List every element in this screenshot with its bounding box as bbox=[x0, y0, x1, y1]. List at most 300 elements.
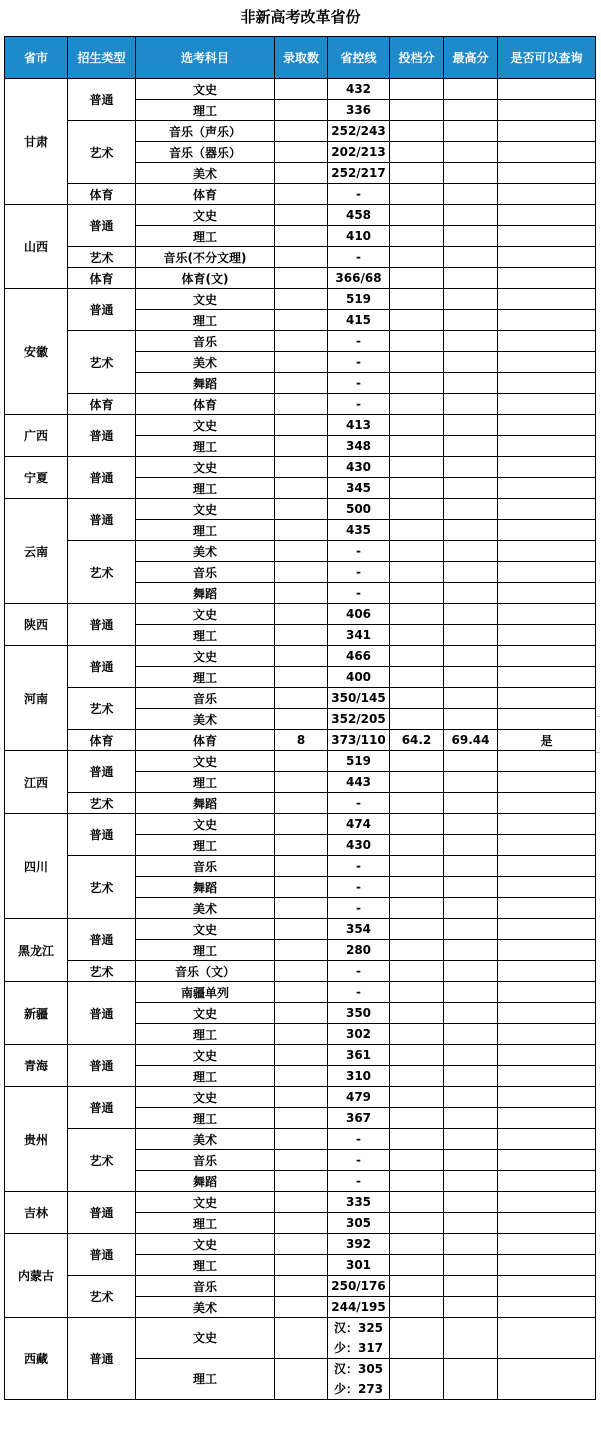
subject-cell: 文史 bbox=[136, 814, 275, 835]
filing-score-cell bbox=[390, 814, 444, 835]
queryable-cell bbox=[498, 835, 596, 856]
subject-cell: 体育 bbox=[136, 184, 275, 205]
table-row bbox=[5, 646, 596, 667]
control-line-cell: 350/145 bbox=[328, 688, 390, 709]
admission-type-cell: 普通 bbox=[68, 1045, 136, 1087]
max-score-cell bbox=[444, 877, 498, 898]
col-header-subject: 选考科目 bbox=[136, 37, 275, 79]
admission-type-cell: 普通 bbox=[68, 751, 136, 793]
subject-cell: 舞蹈 bbox=[136, 373, 275, 394]
max-score-cell bbox=[444, 919, 498, 940]
subject-cell: 理工 bbox=[136, 625, 275, 646]
admitted-count-cell bbox=[275, 583, 328, 604]
admission-type-cell: 艺术 bbox=[68, 793, 136, 814]
filing-score-cell bbox=[390, 121, 444, 142]
table-row bbox=[5, 730, 596, 751]
max-score-cell bbox=[444, 1234, 498, 1255]
table-row bbox=[5, 961, 596, 982]
table-row bbox=[5, 79, 596, 100]
subject-cell: 文史 bbox=[136, 1318, 275, 1359]
queryable-cell bbox=[498, 415, 596, 436]
subject-cell: 舞蹈 bbox=[136, 877, 275, 898]
max-score-cell bbox=[444, 751, 498, 772]
admitted-count-cell bbox=[275, 268, 328, 289]
filing-score-cell bbox=[390, 163, 444, 184]
province-cell: 青海 bbox=[5, 1045, 68, 1087]
subject-cell: 音乐 bbox=[136, 562, 275, 583]
subject-cell: 理工 bbox=[136, 1024, 275, 1045]
queryable-cell bbox=[498, 373, 596, 394]
admission-type-cell: 艺术 bbox=[68, 961, 136, 982]
subject-cell: 理工 bbox=[136, 1359, 275, 1400]
max-score-cell bbox=[444, 709, 498, 730]
queryable-cell bbox=[498, 1359, 596, 1400]
control-line-cell: 305 bbox=[328, 1213, 390, 1234]
table-row bbox=[5, 268, 596, 289]
province-cell: 黑龙江 bbox=[5, 919, 68, 982]
filing-score-cell bbox=[390, 1255, 444, 1276]
queryable-cell bbox=[498, 1192, 596, 1213]
queryable-cell bbox=[498, 184, 596, 205]
subject-cell: 理工 bbox=[136, 940, 275, 961]
admitted-count-cell bbox=[275, 814, 328, 835]
max-score-cell bbox=[444, 961, 498, 982]
subject-cell: 文史 bbox=[136, 289, 275, 310]
admission-type-cell: 普通 bbox=[68, 457, 136, 499]
control-line-cell: 252/243 bbox=[328, 121, 390, 142]
province-cell: 四川 bbox=[5, 814, 68, 919]
subject-cell: 文史 bbox=[136, 415, 275, 436]
max-score-cell bbox=[444, 1066, 498, 1087]
filing-score-cell bbox=[390, 499, 444, 520]
queryable-cell bbox=[498, 1087, 596, 1108]
max-score-cell bbox=[444, 982, 498, 1003]
table-row bbox=[5, 247, 596, 268]
filing-score-cell bbox=[390, 1108, 444, 1129]
admission-type-cell: 艺术 bbox=[68, 688, 136, 730]
subject-cell: 舞蹈 bbox=[136, 583, 275, 604]
filing-score-cell bbox=[390, 1276, 444, 1297]
filing-score-cell bbox=[390, 310, 444, 331]
table-row bbox=[5, 604, 596, 625]
subject-cell: 美术 bbox=[136, 352, 275, 373]
queryable-cell bbox=[498, 478, 596, 499]
admitted-count-cell bbox=[275, 835, 328, 856]
max-score-cell bbox=[444, 625, 498, 646]
max-score-cell bbox=[444, 541, 498, 562]
admitted-count-cell bbox=[275, 289, 328, 310]
subject-cell: 体育 bbox=[136, 730, 275, 751]
control-line-cell: - bbox=[328, 247, 390, 268]
admitted-count-cell bbox=[275, 520, 328, 541]
max-score-cell bbox=[444, 163, 498, 184]
control-line-cell: 500 bbox=[328, 499, 390, 520]
admitted-count-cell bbox=[275, 79, 328, 100]
filing-score-cell bbox=[390, 457, 444, 478]
admitted-count-cell bbox=[275, 205, 328, 226]
queryable-cell bbox=[498, 226, 596, 247]
queryable-cell bbox=[498, 352, 596, 373]
admitted-count-cell bbox=[275, 541, 328, 562]
admitted-count-cell: 8 bbox=[275, 730, 328, 751]
control-line-cell: - bbox=[328, 541, 390, 562]
admitted-count-cell bbox=[275, 625, 328, 646]
admission-type-cell: 普通 bbox=[68, 79, 136, 121]
table-row bbox=[5, 289, 596, 310]
admitted-count-cell bbox=[275, 751, 328, 772]
control-line-cell: 280 bbox=[328, 940, 390, 961]
subject-cell: 文史 bbox=[136, 1234, 275, 1255]
queryable-cell bbox=[498, 394, 596, 415]
table-row bbox=[5, 415, 596, 436]
admission-type-cell: 普通 bbox=[68, 982, 136, 1045]
queryable-cell bbox=[498, 1276, 596, 1297]
subject-cell: 文史 bbox=[136, 1045, 275, 1066]
control-line-cell: - bbox=[328, 331, 390, 352]
admitted-count-cell bbox=[275, 604, 328, 625]
table-row bbox=[5, 1192, 596, 1213]
queryable-cell bbox=[498, 247, 596, 268]
max-score-cell bbox=[444, 121, 498, 142]
admitted-count-cell bbox=[275, 1359, 328, 1400]
queryable-cell bbox=[498, 982, 596, 1003]
max-score-cell bbox=[444, 856, 498, 877]
filing-score-cell bbox=[390, 646, 444, 667]
province-cell: 贵州 bbox=[5, 1087, 68, 1192]
subject-cell: 音乐 bbox=[136, 331, 275, 352]
control-line-cell: 341 bbox=[328, 625, 390, 646]
table-row bbox=[5, 205, 596, 226]
max-score-cell bbox=[444, 352, 498, 373]
filing-score-cell bbox=[390, 1087, 444, 1108]
table-row bbox=[5, 1129, 596, 1150]
filing-score-cell bbox=[390, 982, 444, 1003]
table-header-row bbox=[5, 37, 596, 79]
queryable-cell bbox=[498, 814, 596, 835]
queryable-cell bbox=[498, 436, 596, 457]
queryable-cell bbox=[498, 457, 596, 478]
province-cell: 陕西 bbox=[5, 604, 68, 646]
subject-cell: 文史 bbox=[136, 919, 275, 940]
max-score-cell bbox=[444, 226, 498, 247]
table-row bbox=[5, 1318, 596, 1359]
control-line-cell: 335 bbox=[328, 1192, 390, 1213]
edge-mark bbox=[596, 716, 600, 717]
admission-type-cell: 艺术 bbox=[68, 121, 136, 184]
subject-cell: 理工 bbox=[136, 1213, 275, 1234]
filing-score-cell: 64.2 bbox=[390, 730, 444, 751]
control-line-cell: - bbox=[328, 793, 390, 814]
col-header-type: 招生类型 bbox=[68, 37, 136, 79]
col-header-control-line: 省控线 bbox=[328, 37, 390, 79]
max-score-cell bbox=[444, 415, 498, 436]
control-line-cell bbox=[328, 1318, 390, 1359]
control-line-han: 汉：305 bbox=[333, 1362, 384, 1376]
max-score-cell bbox=[444, 394, 498, 415]
control-line-cell: 479 bbox=[328, 1087, 390, 1108]
table-row bbox=[5, 919, 596, 940]
control-line-han: 汉：325 bbox=[333, 1321, 384, 1335]
control-line-cell: 400 bbox=[328, 667, 390, 688]
admitted-count-cell bbox=[275, 772, 328, 793]
subject-cell: 理工 bbox=[136, 772, 275, 793]
admitted-count-cell bbox=[275, 1003, 328, 1024]
filing-score-cell bbox=[390, 1171, 444, 1192]
filing-score-cell bbox=[390, 1297, 444, 1318]
province-cell: 云南 bbox=[5, 499, 68, 604]
control-line-cell: 519 bbox=[328, 289, 390, 310]
admitted-count-cell bbox=[275, 1108, 328, 1129]
admitted-count-cell bbox=[275, 478, 328, 499]
control-line-cell: 352/205 bbox=[328, 709, 390, 730]
max-score-cell bbox=[444, 604, 498, 625]
max-score-cell bbox=[444, 772, 498, 793]
queryable-cell bbox=[498, 877, 596, 898]
admission-type-cell: 艺术 bbox=[68, 1129, 136, 1192]
filing-score-cell bbox=[390, 352, 444, 373]
admission-type-cell: 普通 bbox=[68, 604, 136, 646]
max-score-cell bbox=[444, 1003, 498, 1024]
admission-type-cell: 普通 bbox=[68, 1192, 136, 1234]
subject-cell: 理工 bbox=[136, 1066, 275, 1087]
control-line-cell: 350 bbox=[328, 1003, 390, 1024]
queryable-cell bbox=[498, 646, 596, 667]
subject-cell: 理工 bbox=[136, 1108, 275, 1129]
control-line-cell: 250/176 bbox=[328, 1276, 390, 1297]
subject-cell: 文史 bbox=[136, 751, 275, 772]
queryable-cell bbox=[498, 751, 596, 772]
admitted-count-cell bbox=[275, 688, 328, 709]
page-title: 非新高考改革省份 bbox=[240, 8, 361, 26]
admitted-count-cell bbox=[275, 856, 328, 877]
province-cell: 西藏 bbox=[5, 1318, 68, 1400]
queryable-cell bbox=[498, 1213, 596, 1234]
filing-score-cell bbox=[390, 1066, 444, 1087]
subject-cell: 美术 bbox=[136, 541, 275, 562]
admitted-count-cell bbox=[275, 877, 328, 898]
filing-score-cell bbox=[390, 898, 444, 919]
control-line-cell: 466 bbox=[328, 646, 390, 667]
subject-cell: 美术 bbox=[136, 709, 275, 730]
filing-score-cell bbox=[390, 1129, 444, 1150]
filing-score-cell bbox=[390, 604, 444, 625]
filing-score-cell bbox=[390, 1192, 444, 1213]
control-line-cell: - bbox=[328, 856, 390, 877]
admission-type-cell: 普通 bbox=[68, 499, 136, 541]
filing-score-cell bbox=[390, 100, 444, 121]
subject-cell: 理工 bbox=[136, 226, 275, 247]
province-cell: 广西 bbox=[5, 415, 68, 457]
max-score-cell bbox=[444, 814, 498, 835]
queryable-cell bbox=[498, 163, 596, 184]
admitted-count-cell bbox=[275, 310, 328, 331]
filing-score-cell bbox=[390, 478, 444, 499]
subject-cell: 文史 bbox=[136, 1003, 275, 1024]
control-line-cell: 432 bbox=[328, 79, 390, 100]
filing-score-cell bbox=[390, 79, 444, 100]
admitted-count-cell bbox=[275, 1087, 328, 1108]
control-line-cell: 413 bbox=[328, 415, 390, 436]
queryable-cell bbox=[498, 1003, 596, 1024]
admitted-count-cell bbox=[275, 1192, 328, 1213]
admission-type-cell: 体育 bbox=[68, 184, 136, 205]
max-score-cell bbox=[444, 688, 498, 709]
max-score-cell bbox=[444, 1192, 498, 1213]
admitted-count-cell bbox=[275, 394, 328, 415]
control-line-cell: 367 bbox=[328, 1108, 390, 1129]
admitted-count-cell bbox=[275, 1129, 328, 1150]
admission-type-cell: 普通 bbox=[68, 1318, 136, 1400]
filing-score-cell bbox=[390, 1213, 444, 1234]
max-score-cell bbox=[444, 205, 498, 226]
queryable-cell bbox=[498, 331, 596, 352]
table-row bbox=[5, 1234, 596, 1255]
filing-score-cell bbox=[390, 1150, 444, 1171]
max-score-cell bbox=[444, 646, 498, 667]
control-line-cell: 348 bbox=[328, 436, 390, 457]
max-score-cell bbox=[444, 1045, 498, 1066]
subject-cell: 体育(文) bbox=[136, 268, 275, 289]
control-line-cell: 373/110 bbox=[328, 730, 390, 751]
subject-cell: 音乐 bbox=[136, 856, 275, 877]
admitted-count-cell bbox=[275, 100, 328, 121]
admission-type-cell: 普通 bbox=[68, 814, 136, 856]
admitted-count-cell bbox=[275, 1045, 328, 1066]
province-cell: 安徽 bbox=[5, 289, 68, 415]
max-score-cell bbox=[444, 667, 498, 688]
filing-score-cell bbox=[390, 709, 444, 730]
admitted-count-cell bbox=[275, 982, 328, 1003]
admitted-count-cell bbox=[275, 142, 328, 163]
table-row bbox=[5, 1276, 596, 1297]
control-line-cell: 361 bbox=[328, 1045, 390, 1066]
max-score-cell bbox=[444, 1087, 498, 1108]
admitted-count-cell bbox=[275, 1276, 328, 1297]
queryable-cell bbox=[498, 1318, 596, 1359]
queryable-cell bbox=[498, 268, 596, 289]
subject-cell: 文史 bbox=[136, 646, 275, 667]
max-score-cell bbox=[444, 898, 498, 919]
table-row bbox=[5, 121, 596, 142]
subject-cell: 体育 bbox=[136, 394, 275, 415]
control-line-cell: - bbox=[328, 1171, 390, 1192]
max-score-cell bbox=[444, 1297, 498, 1318]
queryable-cell bbox=[498, 1255, 596, 1276]
max-score-cell bbox=[444, 1024, 498, 1045]
subject-cell: 文史 bbox=[136, 1087, 275, 1108]
admitted-count-cell bbox=[275, 1255, 328, 1276]
admission-type-cell: 体育 bbox=[68, 268, 136, 289]
col-header-province: 省市 bbox=[5, 37, 68, 79]
filing-score-cell bbox=[390, 877, 444, 898]
admitted-count-cell bbox=[275, 415, 328, 436]
admitted-count-cell bbox=[275, 1024, 328, 1045]
queryable-cell bbox=[498, 919, 596, 940]
max-score-cell bbox=[444, 1129, 498, 1150]
queryable-cell bbox=[498, 310, 596, 331]
control-line-minority: 少：317 bbox=[333, 1341, 384, 1355]
max-score-cell bbox=[444, 142, 498, 163]
admitted-count-cell bbox=[275, 919, 328, 940]
control-line-cell: - bbox=[328, 583, 390, 604]
filing-score-cell bbox=[390, 205, 444, 226]
filing-score-cell bbox=[390, 940, 444, 961]
subject-cell: 美术 bbox=[136, 898, 275, 919]
subject-cell: 美术 bbox=[136, 1297, 275, 1318]
max-score-cell bbox=[444, 1359, 498, 1400]
admitted-count-cell bbox=[275, 457, 328, 478]
subject-cell: 音乐（文） bbox=[136, 961, 275, 982]
admitted-count-cell bbox=[275, 898, 328, 919]
filing-score-cell bbox=[390, 1234, 444, 1255]
admitted-count-cell bbox=[275, 1297, 328, 1318]
col-header-queryable: 是否可以查询 bbox=[498, 37, 596, 79]
subject-cell: 南疆单列 bbox=[136, 982, 275, 1003]
control-line-cell: 392 bbox=[328, 1234, 390, 1255]
filing-score-cell bbox=[390, 184, 444, 205]
table-row bbox=[5, 814, 596, 835]
max-score-cell bbox=[444, 1171, 498, 1192]
admitted-count-cell bbox=[275, 1150, 328, 1171]
control-line-cell: 301 bbox=[328, 1255, 390, 1276]
max-score-cell bbox=[444, 499, 498, 520]
control-line-cell: 302 bbox=[328, 1024, 390, 1045]
max-score-cell bbox=[444, 268, 498, 289]
filing-score-cell bbox=[390, 562, 444, 583]
max-score-cell bbox=[444, 331, 498, 352]
admitted-count-cell bbox=[275, 499, 328, 520]
table-row bbox=[5, 499, 596, 520]
max-score-cell bbox=[444, 1150, 498, 1171]
queryable-cell bbox=[498, 205, 596, 226]
admission-type-cell: 体育 bbox=[68, 730, 136, 751]
admitted-count-cell bbox=[275, 121, 328, 142]
max-score-cell bbox=[444, 793, 498, 814]
queryable-cell bbox=[498, 1066, 596, 1087]
max-score-cell bbox=[444, 457, 498, 478]
control-line-cell: - bbox=[328, 1129, 390, 1150]
subject-cell: 理工 bbox=[136, 478, 275, 499]
filing-score-cell bbox=[390, 1045, 444, 1066]
filing-score-cell bbox=[390, 793, 444, 814]
subject-cell: 理工 bbox=[136, 667, 275, 688]
subject-cell: 理工 bbox=[136, 100, 275, 121]
filing-score-cell bbox=[390, 1318, 444, 1359]
filing-score-cell bbox=[390, 247, 444, 268]
filing-score-cell bbox=[390, 520, 444, 541]
control-line-cell: 336 bbox=[328, 100, 390, 121]
queryable-cell bbox=[498, 583, 596, 604]
queryable-cell bbox=[498, 289, 596, 310]
queryable-cell bbox=[498, 520, 596, 541]
admission-type-cell: 艺术 bbox=[68, 1276, 136, 1318]
admitted-count-cell bbox=[275, 793, 328, 814]
province-cell: 新疆 bbox=[5, 982, 68, 1045]
province-cell: 河南 bbox=[5, 646, 68, 751]
subject-cell: 理工 bbox=[136, 1255, 275, 1276]
filing-score-cell bbox=[390, 1024, 444, 1045]
filing-score-cell bbox=[390, 919, 444, 940]
admitted-count-cell bbox=[275, 184, 328, 205]
control-line-cell: 443 bbox=[328, 772, 390, 793]
control-line-cell: 244/195 bbox=[328, 1297, 390, 1318]
admitted-count-cell bbox=[275, 940, 328, 961]
subject-cell: 美术 bbox=[136, 163, 275, 184]
province-cell: 山西 bbox=[5, 205, 68, 289]
filing-score-cell bbox=[390, 331, 444, 352]
queryable-cell bbox=[498, 562, 596, 583]
filing-score-cell bbox=[390, 373, 444, 394]
